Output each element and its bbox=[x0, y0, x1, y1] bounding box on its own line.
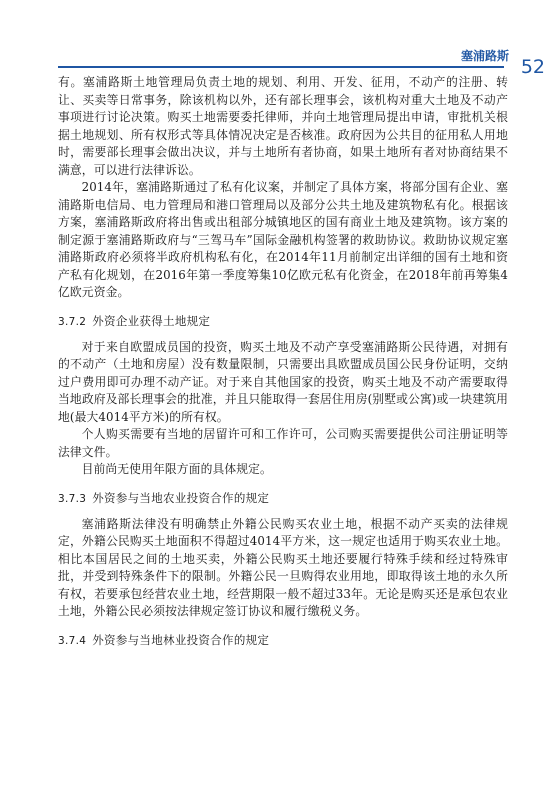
section-number: 3.7.2 bbox=[58, 315, 87, 328]
header-divider bbox=[58, 66, 504, 68]
section-title: 外资企业获得土地规定 bbox=[92, 313, 211, 328]
section-heading-3-7-2 bbox=[58, 313, 508, 330]
paragraph-land-management: 有。塞浦路斯土地管理局负责土地的规划、利用、开发、征用，不动产的注册、转让、买卖等日常事务，除该机构以外，还有部长理事会，该机构对重大土地及不动产事项进行讨论决策。购买土地需要委托律师，并向土地管理局提出申请，审批机关根据土地规划、所有权形式等具体情况决定是否核准。政府因为公共目的征用私人用地时，需要部长理事会做出决议，并与土地所有者协商，如果土地所有者对协商结果不满意，可以进行法律诉讼。 bbox=[58, 75, 508, 177]
paragraph-privatization: 2014年，塞浦路斯通过了私有化议案，并制定了具体方案，将部分国有企业、塞浦路斯电信局、电力管理局和港口管理局以及部分公共土地及建筑物私有化。根据该方案，塞浦路斯政府将出售或出租部分城镇地区的国有商业土地及建筑物。该方案的制定源于塞浦路斯政府与“三驾马车”国际金融机构签署的救助协议。救助协议规定塞浦路斯政府必须将半政府机构私有化，在2014年11月前制定出详细的国有土地和资产私有化规划，在2016年第一季度筹集10亿欧元私有化资金，在2018年前再筹集4亿欧元资金。 bbox=[58, 180, 508, 299]
paragraph-term-limit: 目前尚无使用年限方面的具体规定。 bbox=[81, 462, 272, 476]
paragraph-eu-investment: 对于来自欧盟成员国的投资，购买土地及不动产享受塞浦路斯公民待遇，对拥有的不动产（土地和房屋）没有数量限制，只需要出具欧盟成员国公民身份证明，交纳过户费用即可办理不动产证。对于来自其他国家的投资，购买土地及不动产需要取得当地政府及部长理事会的批准，并且只能取得一套居住用房(别墅或公寓)或一块建筑用地(最大4014平方米)的所有权。 bbox=[58, 339, 508, 424]
paragraph-individual-purchase: 个人购买需要有当地的居留许可和工作许可，公司购买需要提供公司注册证明等法律文件。 bbox=[58, 427, 508, 459]
page-body bbox=[58, 74, 508, 658]
paragraph-agricultural-land: 塞浦路斯法律没有明确禁止外籍公民购买农业土地，根据不动产买卖的法律规定，外籍公民购买土地面积不得超过4014平方米，这一规定也适用于购买农业土地。相比本国居民之间的土地买卖，外籍公民购买土地还要履行特殊手续和经过特殊审批，并受到特殊条件下的限制。外籍公民一旦购得农业用地，即取得该土地的永久所有权，若要承包经营农业土地，经营期限一般不超过33年。无论是购买还是承包农业土地，外籍公民必须按法律规定签订协议和履行缴税义务。 bbox=[58, 516, 508, 618]
section-title: 外资参与当地林业投资合作的规定 bbox=[92, 632, 270, 647]
section-title: 外资参与当地农业投资合作的规定 bbox=[92, 490, 270, 505]
section-number: 3.7.4 bbox=[58, 634, 87, 647]
section-number: 3.7.3 bbox=[58, 492, 87, 505]
running-header-country: 塞浦路斯 bbox=[460, 49, 509, 63]
page-number: 52 bbox=[520, 56, 545, 78]
section-heading-3-7-4 bbox=[58, 632, 508, 649]
section-heading-3-7-3 bbox=[58, 490, 508, 507]
